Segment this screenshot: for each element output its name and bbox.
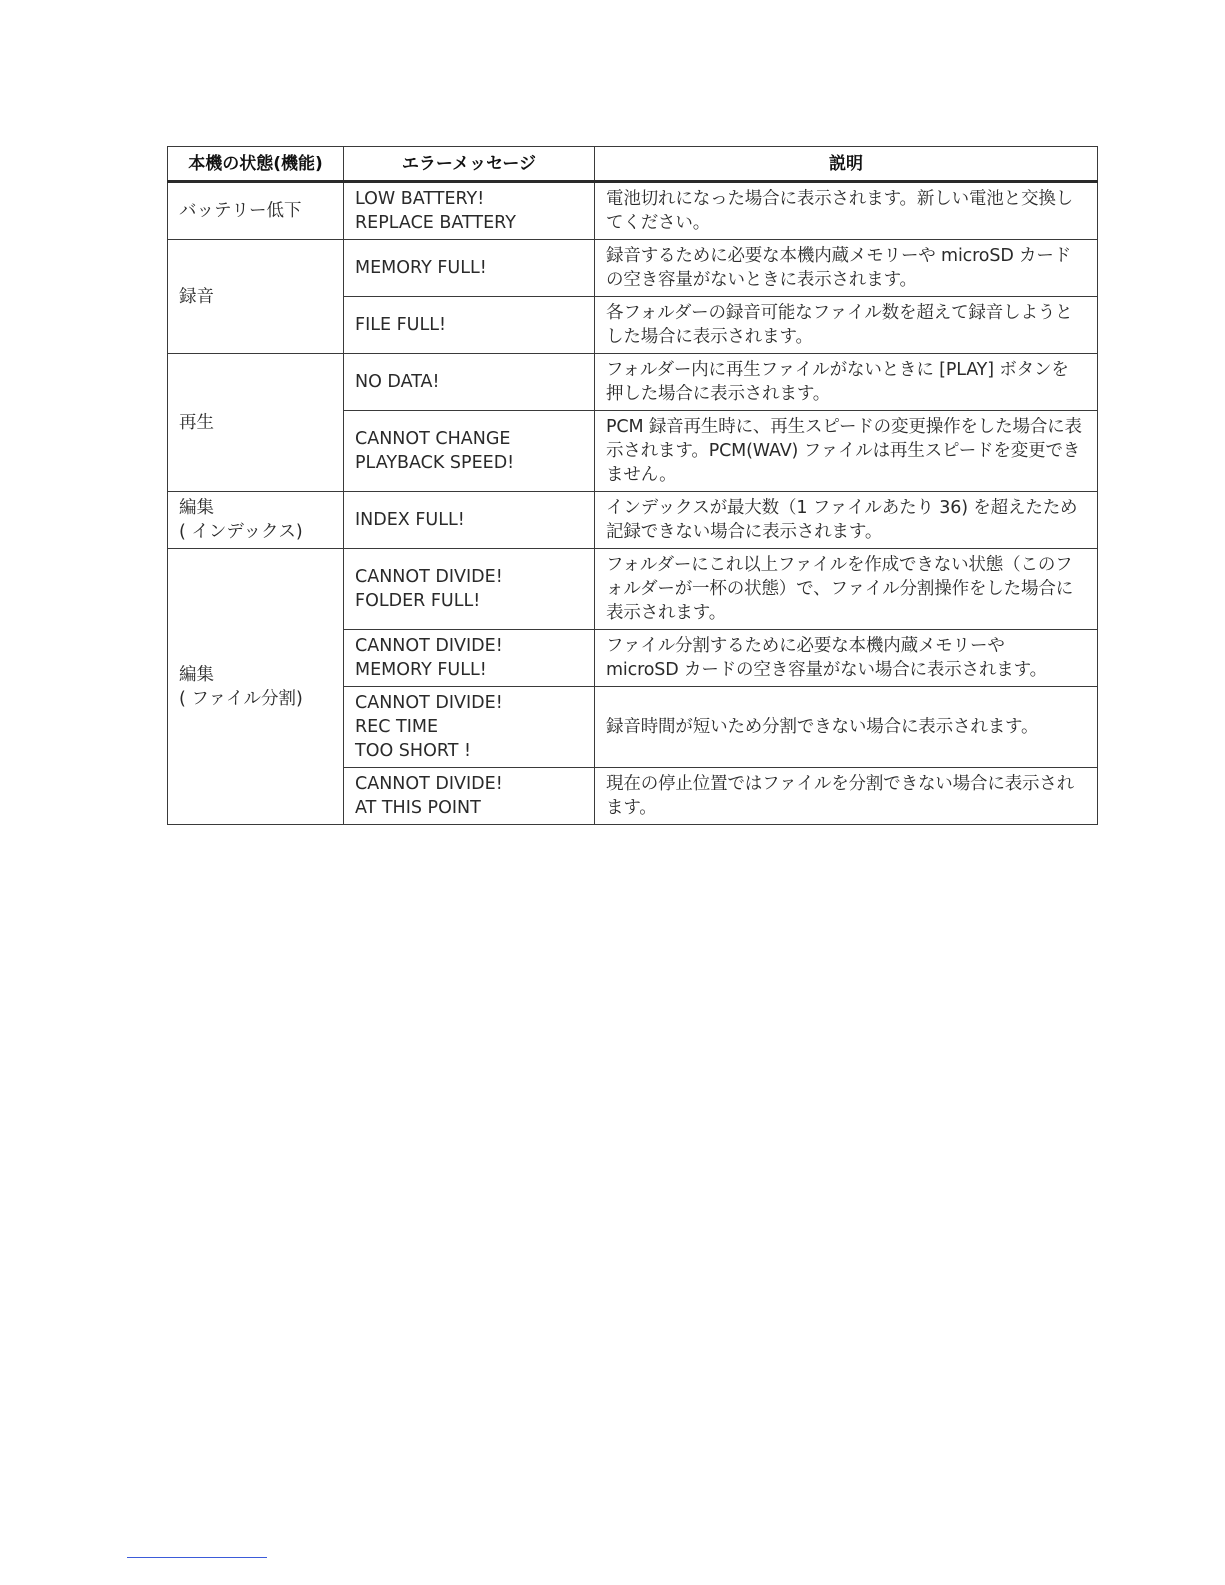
state-cell: 編集 ( ファイル分割) [168,549,344,825]
description-cell: フォルダー内に再生ファイルがないときに [PLAY] ボタンを押した場合に表示されます。 [595,354,1098,411]
description-cell: 録音時間が短いため分割できない場合に表示されます。 [595,687,1098,768]
state-cell: 再生 [168,354,344,492]
description-cell: 録音するために必要な本機内蔵メモリーや microSD カードの空き容量がないときに表示されます。 [595,240,1098,297]
header-row [168,147,1098,182]
message-cell: CANNOT CHANGE PLAYBACK SPEED! [344,411,595,492]
description-cell: フォルダーにこれ以上ファイルを作成できない状態（このフォルダーが一杯の状態）で、ファイル分割操作をした場合に表示されます。 [595,549,1098,630]
description-cell: インデックスが最大数（1 ファイルあたり 36) を超えたため記録できない場合に表示されます。 [595,492,1098,549]
header-message: エラーメッセージ [344,147,595,182]
description-cell: 電池切れになった場合に表示されます。新しい電池と交換してください。 [595,182,1098,240]
table-row [168,549,1098,630]
message-cell: LOW BATTERY! REPLACE BATTERY [344,182,595,240]
message-cell: CANNOT DIVIDE! REC TIME TOO SHORT ! [344,687,595,768]
message-cell: NO DATA! [344,354,595,411]
footer-link-underline[interactable] [127,1557,267,1558]
message-cell: FILE FULL! [344,297,595,354]
error-message-table [167,146,1098,825]
table-row [168,492,1098,549]
header-state: 本機の状態(機能) [168,147,344,182]
header-description: 説明 [595,147,1098,182]
table-row [168,354,1098,411]
table-row [168,240,1098,297]
message-cell: CANNOT DIVIDE! FOLDER FULL! [344,549,595,630]
description-cell: PCM 録音再生時に、再生スピードの変更操作をした場合に表示されます。PCM(WAV) ファイルは再生スピードを変更できません。 [595,411,1098,492]
message-cell: CANNOT DIVIDE! AT THIS POINT [344,768,595,825]
message-cell: INDEX FULL! [344,492,595,549]
state-cell: 編集 ( インデックス) [168,492,344,549]
description-cell: 現在の停止位置ではファイルを分割できない場合に表示されます。 [595,768,1098,825]
message-cell: CANNOT DIVIDE! MEMORY FULL! [344,630,595,687]
state-cell: 録音 [168,240,344,354]
description-cell: ファイル分割するために必要な本機内蔵メモリーや microSD カードの空き容量がない場合に表示されます。 [595,630,1098,687]
state-cell: バッテリー低下 [168,182,344,240]
table-row [168,182,1098,240]
message-cell: MEMORY FULL! [344,240,595,297]
description-cell: 各フォルダーの録音可能なファイル数を超えて録音しようとした場合に表示されます。 [595,297,1098,354]
